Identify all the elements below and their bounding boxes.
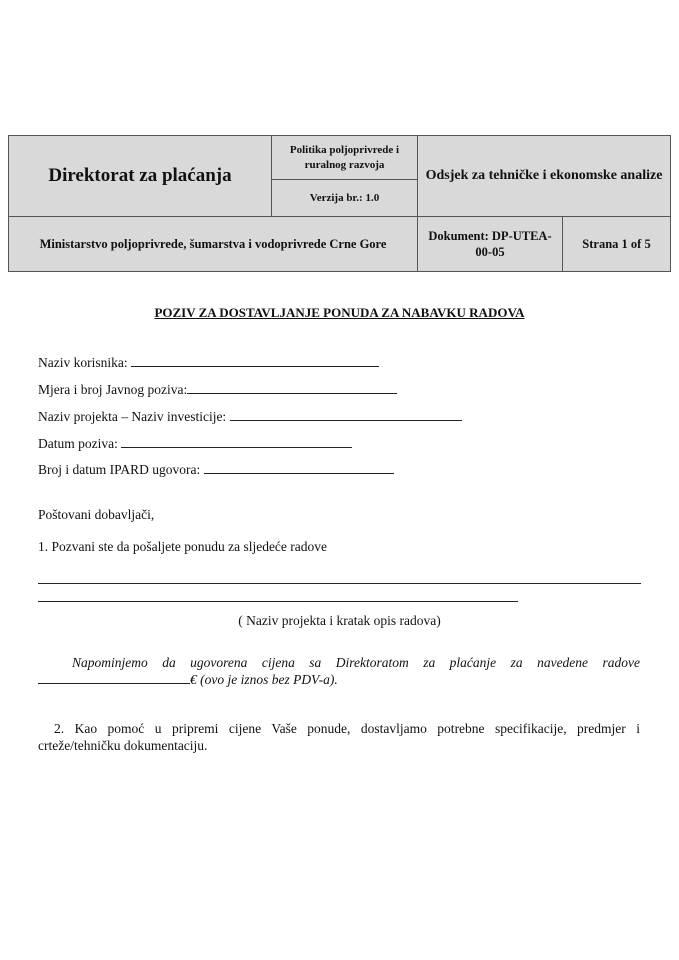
field-label-ipard-ugovor: Broj i datum IPARD ugovora: — [38, 462, 201, 477]
field-label-datum-poziva: Datum poziva: — [38, 436, 118, 451]
project-line-1[interactable] — [38, 583, 641, 584]
policy-name: Politika poljoprivrede i ruralnog razvoja — [272, 136, 418, 180]
field-blank[interactable] — [131, 354, 379, 367]
field-blank[interactable] — [204, 461, 394, 474]
greeting: Poštovani dobavljači, — [38, 507, 155, 522]
project-caption: ( Naziv projekta i kratak opis radova) — [238, 613, 441, 628]
department-name: Odsjek za tehničke i ekonomske analize — [418, 136, 671, 217]
page-number: Strana 1 of 5 — [563, 217, 671, 272]
project-line-2[interactable] — [38, 601, 518, 602]
header-table — [8, 135, 671, 272]
field-row — [38, 381, 397, 398]
note-text-after: € (ovo je iznos bez PDV-a). — [190, 672, 338, 687]
field-blank[interactable] — [121, 435, 352, 448]
org-name: Direktorat za plaćanja — [9, 136, 272, 217]
field-label-mjera: Mjera i broj Javnog poziva: — [38, 382, 188, 397]
field-row — [38, 435, 352, 452]
version-label: Verzija br.: 1.0 — [272, 180, 418, 217]
field-row — [38, 408, 462, 425]
field-blank[interactable] — [187, 381, 397, 394]
field-blank[interactable] — [230, 408, 462, 421]
note-paragraph — [38, 654, 640, 688]
document-title: POZIV ZA DOSTAVLJANJE PONUDA ZA NABAVKU RADOVA — [154, 305, 525, 320]
item-2: 2. Kao pomoć u pripremi cijene Vaše ponude, dostavljamo potrebne specifikacije, predmjer i crteže/tehničku dokumentaciju. — [38, 721, 640, 753]
price-blank[interactable] — [38, 672, 190, 684]
document-id: Dokument: DP-UTEA-00-05 — [418, 217, 563, 272]
ministry-name: Ministarstvo poljoprivrede, šumarstva i vodoprivrede Crne Gore — [9, 217, 418, 272]
field-label-naziv-projekta: Naziv projekta – Naziv investicije: — [38, 409, 227, 424]
item-1: 1. Pozvani ste da pošaljete ponudu za sljedeće radove — [38, 539, 328, 554]
field-row — [38, 354, 379, 371]
field-row — [38, 461, 394, 478]
field-label-naziv-korisnika: Naziv korisnika: — [38, 355, 128, 370]
note-text: Napominjemo da ugovorena cijena sa Direktoratom za plaćanje za navedene radove — [72, 655, 640, 670]
